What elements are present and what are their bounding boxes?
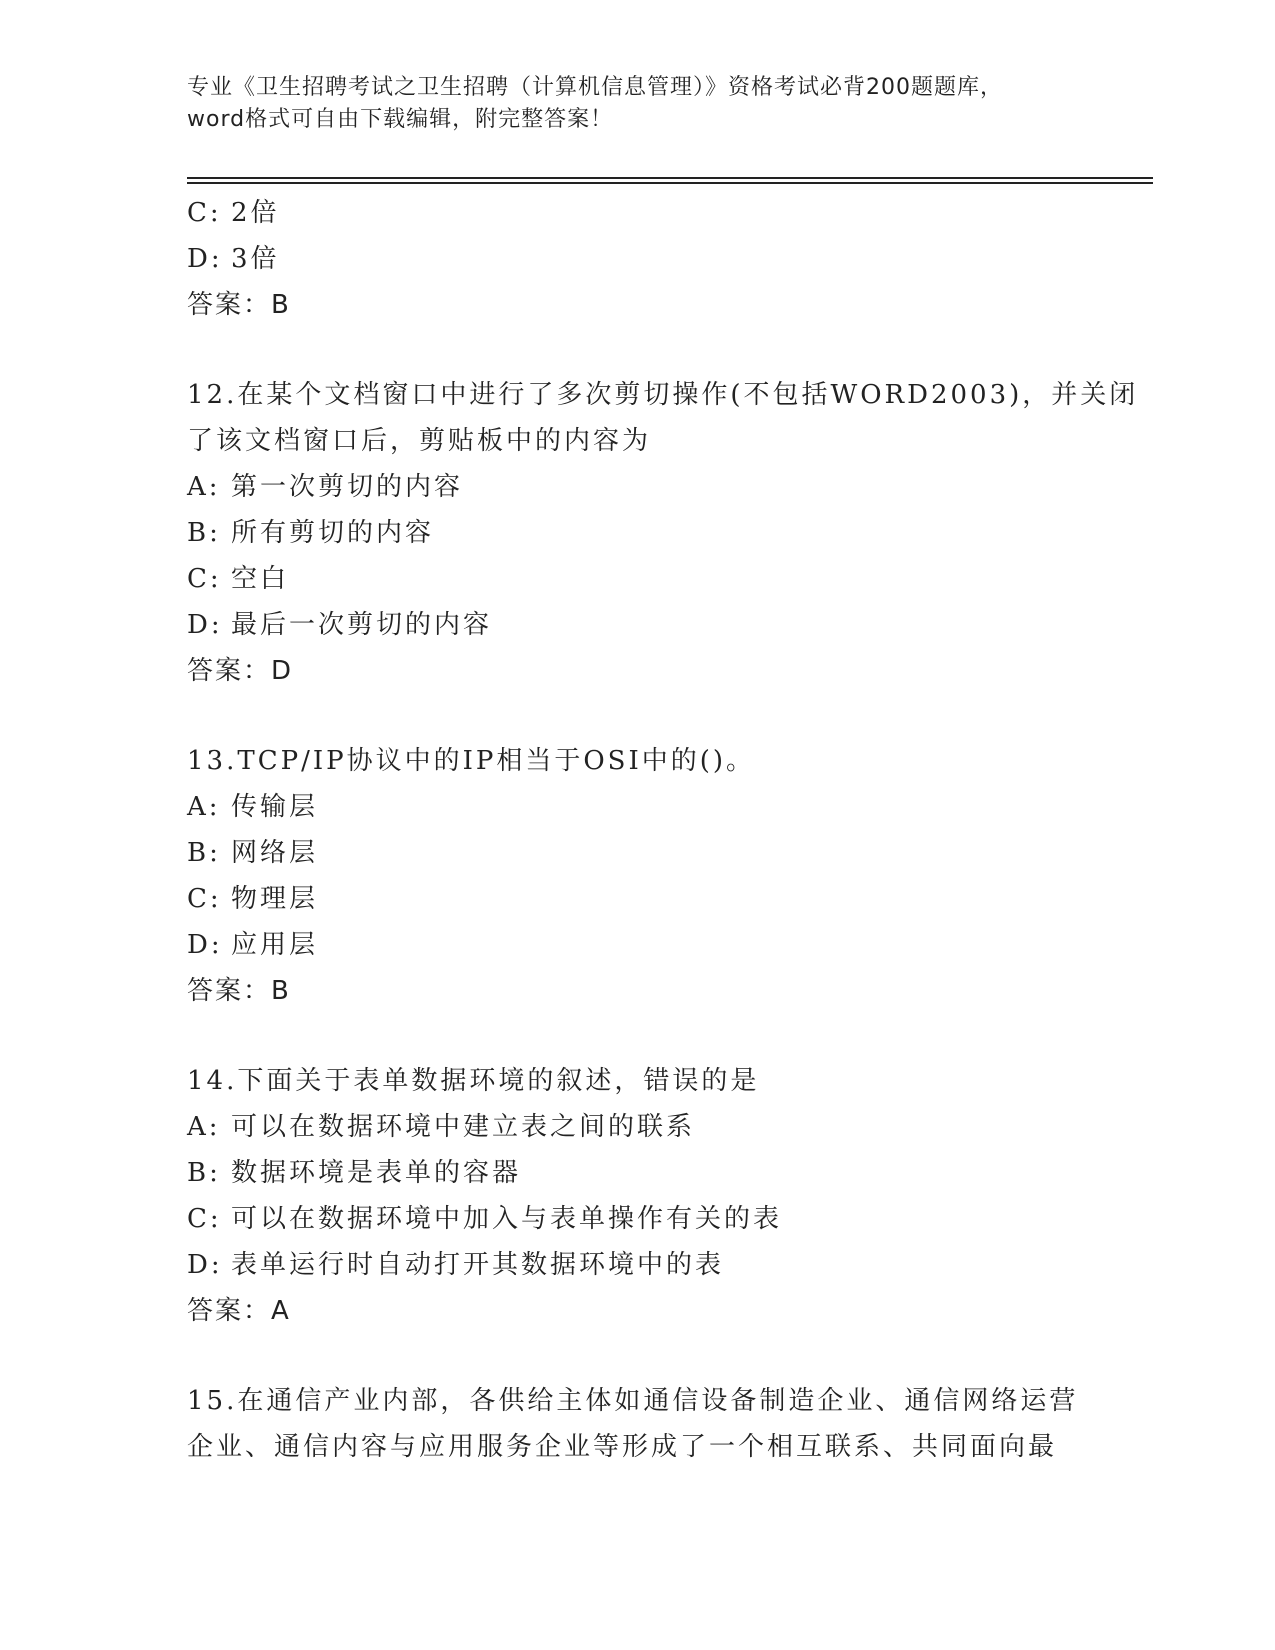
option-row	[187, 1196, 1127, 1242]
option-row	[187, 876, 1127, 922]
option-text: 空白	[231, 564, 290, 594]
option-label: C:	[187, 884, 222, 914]
option-text: 传输层	[231, 792, 319, 822]
option-label: D:	[187, 930, 223, 960]
question-list	[187, 190, 1139, 1470]
question-spacer	[187, 1014, 1127, 1058]
option-row	[187, 510, 1127, 556]
question-spacer	[187, 694, 1127, 738]
option-text: 数据环境是表单的容器	[231, 1158, 522, 1188]
option-label: A:	[187, 472, 221, 502]
question-stem-line: 14.下面关于表单数据环境的叙述，错误的是	[187, 1066, 760, 1096]
document-header	[187, 72, 1087, 136]
question-stem-line: 13.TCP/IP协议中的IP相当于OSI中的()。	[187, 746, 756, 776]
option-label: D:	[187, 244, 223, 274]
question-15	[187, 1378, 1127, 1470]
option-text: 最后一次剪切的内容	[231, 610, 493, 640]
option-row	[187, 602, 1127, 648]
header-divider-top	[187, 177, 1153, 179]
header-divider-bottom	[187, 182, 1153, 184]
option-row	[187, 556, 1127, 602]
option-text: 应用层	[231, 930, 319, 960]
option-row	[187, 1150, 1127, 1196]
option-row	[187, 1242, 1127, 1288]
option-label: B:	[187, 518, 221, 548]
question-spacer	[187, 328, 1127, 372]
answer-line: 答案：B	[187, 290, 291, 320]
option-label: D:	[187, 1250, 223, 1280]
option-row	[187, 236, 1127, 282]
option-text: 可以在数据环境中建立表之间的联系	[231, 1112, 696, 1142]
option-row	[187, 784, 1127, 830]
question-stem-line: 企业、通信内容与应用服务企业等形成了一个相互联系、共同面向最	[187, 1432, 1058, 1462]
option-label: B:	[187, 838, 221, 868]
option-text: 网络层	[231, 838, 319, 868]
option-label: B:	[187, 1158, 221, 1188]
option-label: C:	[187, 198, 222, 228]
question-spacer	[187, 1334, 1127, 1378]
question-12	[187, 372, 1139, 694]
option-label: C:	[187, 564, 222, 594]
answer-line: 答案：B	[187, 976, 291, 1006]
option-text: 可以在数据环境中加入与表单操作有关的表	[231, 1204, 783, 1234]
option-label: A:	[187, 1112, 221, 1142]
question-stem-line: 了该文档窗口后，剪贴板中的内容为	[187, 426, 652, 456]
option-label: D:	[187, 610, 223, 640]
option-text: 所有剪切的内容	[231, 518, 435, 548]
question-14	[187, 1058, 1127, 1334]
answer-line: 答案：D	[187, 656, 294, 686]
option-row	[187, 1104, 1127, 1150]
option-label: A:	[187, 792, 221, 822]
option-row	[187, 464, 1127, 510]
option-text: 3倍	[231, 244, 280, 274]
option-row	[187, 830, 1127, 876]
option-row	[187, 922, 1127, 968]
header-title-line-2: word格式可自由下载编辑，附完整答案！	[187, 107, 614, 132]
option-text: 第一次剪切的内容	[231, 472, 464, 502]
option-text: 物理层	[231, 884, 319, 914]
answer-line: 答案：A	[187, 1296, 291, 1326]
question-13	[187, 738, 1127, 1014]
header-title-line-1: 专业《卫生招聘考试之卫生招聘（计算机信息管理）》资格考试必背200题题库，	[187, 75, 1003, 100]
question-stem-line: 15.在通信产业内部，各供给主体如通信设备制造企业、通信网络运营	[187, 1386, 1079, 1416]
option-row	[187, 190, 1127, 236]
option-text: 表单运行时自动打开其数据环境中的表	[231, 1250, 725, 1280]
question-11-continued	[187, 190, 1127, 328]
question-stem-line: 12.在某个文档窗口中进行了多次剪切操作(不包括WORD2003)，并关闭	[187, 380, 1139, 410]
option-label: C:	[187, 1204, 222, 1234]
option-text: 2倍	[231, 198, 280, 228]
